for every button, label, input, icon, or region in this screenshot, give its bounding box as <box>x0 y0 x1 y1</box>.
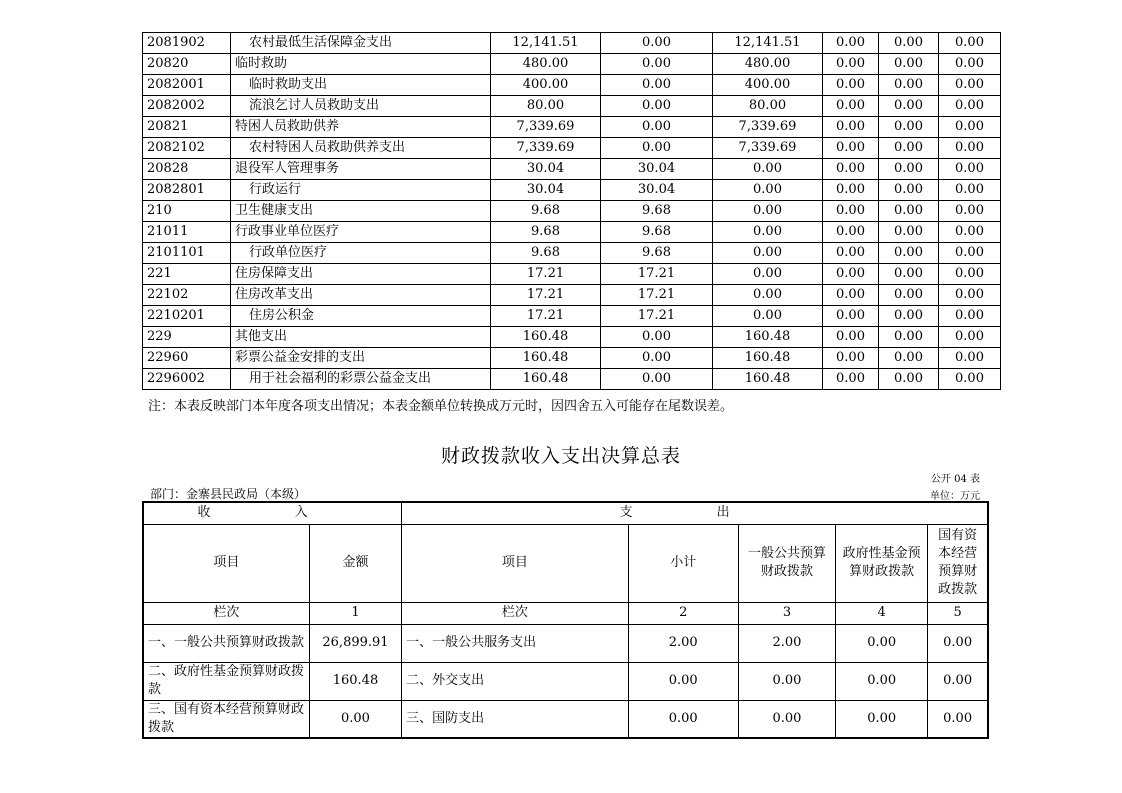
table-row <box>143 662 988 700</box>
subject-code: 2210201 <box>143 306 231 327</box>
amount-cell: 0.00 <box>823 348 879 369</box>
amount-cell: 0.00 <box>823 285 879 306</box>
table-row <box>143 243 1001 264</box>
table-row <box>143 54 1001 75</box>
amount-cell: 0.00 <box>601 369 713 390</box>
amount-cell: 9.68 <box>601 222 713 243</box>
amount-cell: 17.21 <box>491 285 601 306</box>
amount-cell: 17.21 <box>601 306 713 327</box>
subject-name: 行政运行 <box>231 180 491 201</box>
amount-cell: 0.00 <box>823 117 879 138</box>
subject-name: 住房公积金 <box>231 306 491 327</box>
table-row <box>143 264 1001 285</box>
amount-cell: 0.00 <box>601 117 713 138</box>
amount-cell: 12,141.51 <box>491 33 601 54</box>
subject-code: 21011 <box>143 222 231 243</box>
subject-name: 临时救助 <box>231 54 491 75</box>
amount-cell: 0.00 <box>823 243 879 264</box>
column-number-row <box>143 602 988 624</box>
amount-cell: 0.00 <box>823 54 879 75</box>
amount-cell: 0.00 <box>939 96 1001 117</box>
subject-code: 2296002 <box>143 369 231 390</box>
amount-cell: 0.00 <box>939 369 1001 390</box>
subject-name: 彩票公益金安排的支出 <box>231 348 491 369</box>
subject-code: 22960 <box>143 348 231 369</box>
amount-cell: 160.48 <box>713 327 823 348</box>
subject-name: 住房改革支出 <box>231 285 491 306</box>
subject-name: 用于社会福利的彩票公益金支出 <box>231 369 491 390</box>
col-amount-header: 金额 <box>309 524 401 602</box>
unit-label: 单位：万元 <box>930 491 980 502</box>
amount-cell: 0.00 <box>713 201 823 222</box>
amount-cell: 0.00 <box>601 75 713 96</box>
amount-cell: 400.00 <box>713 75 823 96</box>
expense-item-cell: 二、外交支出 <box>402 662 629 700</box>
subject-name: 卫生健康支出 <box>231 201 491 222</box>
fund-cell: 0.00 <box>836 624 928 662</box>
amount-cell: 7,339.69 <box>491 138 601 159</box>
income-item-cell: 一、一般公共预算财政拨款 <box>143 624 309 662</box>
amount-cell: 0.00 <box>713 285 823 306</box>
col-num-3: 3 <box>738 602 835 624</box>
amount-cell: 480.00 <box>491 54 601 75</box>
amount-cell: 26,899.91 <box>309 624 401 662</box>
amount-cell: 0.00 <box>823 180 879 201</box>
subject-code: 229 <box>143 327 231 348</box>
subject-name: 退役军人管理事务 <box>231 159 491 180</box>
income-item-cell: 二、政府性基金预算财政拨款 <box>143 662 309 700</box>
amount-cell: 0.00 <box>939 54 1001 75</box>
amount-cell: 0.00 <box>823 264 879 285</box>
amount-cell: 0.00 <box>939 285 1001 306</box>
amount-cell: 0.00 <box>879 54 939 75</box>
amount-cell: 160.48 <box>491 348 601 369</box>
amount-cell: 0.00 <box>879 264 939 285</box>
subject-name: 农村最低生活保障金支出 <box>231 33 491 54</box>
amount-cell: 0.00 <box>823 222 879 243</box>
subject-name: 农村特困人员救助供养支出 <box>231 138 491 159</box>
amount-cell: 30.04 <box>491 180 601 201</box>
general-cell: 0.00 <box>738 662 835 700</box>
amount-cell: 0.00 <box>879 159 939 180</box>
amount-cell: 160.48 <box>713 348 823 369</box>
amount-cell: 0.00 <box>601 33 713 54</box>
table-row <box>143 369 1001 390</box>
amount-cell: 160.48 <box>491 369 601 390</box>
amount-cell: 0.00 <box>309 700 401 738</box>
amount-cell: 0.00 <box>713 159 823 180</box>
subject-code: 20821 <box>143 117 231 138</box>
amount-cell: 0.00 <box>879 96 939 117</box>
amount-cell: 0.00 <box>939 33 1001 54</box>
table-row <box>143 33 1001 54</box>
table-row <box>143 96 1001 117</box>
state-cell: 0.00 <box>928 624 988 662</box>
amount-cell: 0.00 <box>823 33 879 54</box>
amount-cell: 0.00 <box>879 222 939 243</box>
amount-cell: 0.00 <box>601 54 713 75</box>
amount-cell: 0.00 <box>823 306 879 327</box>
amount-cell: 160.48 <box>491 327 601 348</box>
amount-cell: 0.00 <box>601 327 713 348</box>
subject-name: 其他支出 <box>231 327 491 348</box>
amount-cell: 0.00 <box>939 243 1001 264</box>
amount-cell: 0.00 <box>713 306 823 327</box>
column-header-row <box>143 524 988 602</box>
fund-cell: 0.00 <box>836 700 928 738</box>
col-fund-header: 政府性基金预算财政拨款 <box>836 524 928 602</box>
department-label: 部门：金寨县民政局（本级） <box>150 487 307 501</box>
row-label-2: 栏次 <box>402 602 629 624</box>
income-header: 收 入 <box>143 502 402 524</box>
amount-cell: 0.00 <box>939 264 1001 285</box>
amount-cell: 0.00 <box>823 138 879 159</box>
col-num-5: 5 <box>928 602 988 624</box>
subject-name: 行政事业单位医疗 <box>231 222 491 243</box>
table-row <box>143 138 1001 159</box>
subject-name: 行政单位医疗 <box>231 243 491 264</box>
amount-cell: 0.00 <box>879 285 939 306</box>
col-num-2: 2 <box>628 602 738 624</box>
subtotal-cell: 0.00 <box>628 662 738 700</box>
amount-cell: 0.00 <box>713 222 823 243</box>
amount-cell: 9.68 <box>491 201 601 222</box>
amount-cell: 80.00 <box>491 96 601 117</box>
expense-item-cell: 一、一般公共服务支出 <box>402 624 629 662</box>
state-cell: 0.00 <box>928 700 988 738</box>
col-state-header: 国有资本经营预算财政拨款 <box>928 524 988 602</box>
subject-code: 2082001 <box>143 75 231 96</box>
table-row <box>143 180 1001 201</box>
amount-cell: 9.68 <box>491 222 601 243</box>
col-general-header: 一般公共预算财政拨款 <box>738 524 835 602</box>
amount-cell: 0.00 <box>879 75 939 96</box>
subject-code: 2082002 <box>143 96 231 117</box>
fund-cell: 0.00 <box>836 662 928 700</box>
form-number: 公开 04 表 <box>930 474 980 485</box>
amount-cell: 0.00 <box>939 159 1001 180</box>
subtotal-cell: 2.00 <box>628 624 738 662</box>
state-cell: 0.00 <box>928 662 988 700</box>
table-row <box>143 117 1001 138</box>
expenditure-detail-table <box>142 32 1001 390</box>
amount-cell: 17.21 <box>491 306 601 327</box>
amount-cell: 7,339.69 <box>713 138 823 159</box>
amount-cell: 0.00 <box>823 327 879 348</box>
general-cell: 2.00 <box>738 624 835 662</box>
amount-cell: 0.00 <box>939 327 1001 348</box>
amount-cell: 7,339.69 <box>713 117 823 138</box>
amount-cell: 0.00 <box>713 264 823 285</box>
expenditure-detail-body <box>143 33 1001 390</box>
subject-code: 2082102 <box>143 138 231 159</box>
row-label: 栏次 <box>143 602 309 624</box>
amount-cell: 30.04 <box>601 159 713 180</box>
col-num-1: 1 <box>309 602 401 624</box>
amount-cell: 160.48 <box>713 369 823 390</box>
amount-cell: 480.00 <box>713 54 823 75</box>
amount-cell: 7,339.69 <box>491 117 601 138</box>
amount-cell: 0.00 <box>879 201 939 222</box>
subject-name: 住房保障支出 <box>231 264 491 285</box>
amount-cell: 0.00 <box>939 138 1001 159</box>
table-row <box>143 159 1001 180</box>
table-row <box>143 285 1001 306</box>
amount-cell: 0.00 <box>879 243 939 264</box>
subject-code: 20820 <box>143 54 231 75</box>
amount-cell: 0.00 <box>713 180 823 201</box>
amount-cell: 80.00 <box>713 96 823 117</box>
subject-code: 221 <box>143 264 231 285</box>
amount-cell: 0.00 <box>939 75 1001 96</box>
summary-body <box>143 624 988 738</box>
table-row <box>143 327 1001 348</box>
amount-cell: 0.00 <box>601 138 713 159</box>
amount-cell: 30.04 <box>601 180 713 201</box>
amount-cell: 0.00 <box>879 327 939 348</box>
subject-code: 210 <box>143 201 231 222</box>
amount-cell: 17.21 <box>601 264 713 285</box>
amount-cell: 30.04 <box>491 159 601 180</box>
page-title: 财政拨款收入支出决算总表 <box>440 445 681 467</box>
col-item2-header: 项目 <box>402 524 629 602</box>
subject-code: 2081902 <box>143 33 231 54</box>
table-row <box>143 700 988 738</box>
amount-cell: 0.00 <box>601 348 713 369</box>
amount-cell: 0.00 <box>939 348 1001 369</box>
amount-cell: 0.00 <box>601 96 713 117</box>
amount-cell: 0.00 <box>879 117 939 138</box>
amount-cell: 0.00 <box>939 222 1001 243</box>
amount-cell: 9.68 <box>491 243 601 264</box>
amount-cell: 0.00 <box>823 159 879 180</box>
amount-cell: 0.00 <box>939 306 1001 327</box>
amount-cell: 9.68 <box>601 243 713 264</box>
table-row <box>143 201 1001 222</box>
table-row <box>143 624 988 662</box>
amount-cell: 160.48 <box>309 662 401 700</box>
subject-code: 2101101 <box>143 243 231 264</box>
amount-cell: 0.00 <box>823 96 879 117</box>
col-subtotal-header: 小计 <box>628 524 738 602</box>
amount-cell: 0.00 <box>939 201 1001 222</box>
amount-cell: 0.00 <box>823 369 879 390</box>
subject-name: 临时救助支出 <box>231 75 491 96</box>
income-item-cell: 三、国有资本经营预算财政拨款 <box>143 700 309 738</box>
subtotal-cell: 0.00 <box>628 700 738 738</box>
col-item-header: 项目 <box>143 524 309 602</box>
subject-code: 2082801 <box>143 180 231 201</box>
subject-name: 流浪乞讨人员救助支出 <box>231 96 491 117</box>
amount-cell: 0.00 <box>879 306 939 327</box>
amount-cell: 0.00 <box>823 75 879 96</box>
table-row <box>143 222 1001 243</box>
amount-cell: 12,141.51 <box>713 33 823 54</box>
amount-cell: 0.00 <box>879 348 939 369</box>
amount-cell: 9.68 <box>601 201 713 222</box>
subject-name: 特困人员救助供养 <box>231 117 491 138</box>
table-note: 注：本表反映部门本年度各项支出情况；本表金额单位转换成万元时，因四舍五入可能存在尾数误差。 <box>148 399 734 414</box>
amount-cell: 0.00 <box>879 138 939 159</box>
subject-code: 20828 <box>143 159 231 180</box>
amount-cell: 0.00 <box>823 201 879 222</box>
expense-item-cell: 三、国防支出 <box>402 700 629 738</box>
appropriation-summary-table <box>142 501 989 739</box>
subject-code: 22102 <box>143 285 231 306</box>
amount-cell: 17.21 <box>491 264 601 285</box>
amount-cell: 0.00 <box>879 33 939 54</box>
expense-header: 支 出 <box>402 502 988 524</box>
amount-cell: 400.00 <box>491 75 601 96</box>
amount-cell: 0.00 <box>939 117 1001 138</box>
amount-cell: 0.00 <box>939 180 1001 201</box>
col-num-4: 4 <box>836 602 928 624</box>
table-row <box>143 348 1001 369</box>
section-header-row <box>143 502 988 524</box>
amount-cell: 0.00 <box>879 180 939 201</box>
general-cell: 0.00 <box>738 700 835 738</box>
amount-cell: 0.00 <box>713 243 823 264</box>
table-row <box>143 75 1001 96</box>
amount-cell: 0.00 <box>879 369 939 390</box>
amount-cell: 17.21 <box>601 285 713 306</box>
table-row <box>143 306 1001 327</box>
